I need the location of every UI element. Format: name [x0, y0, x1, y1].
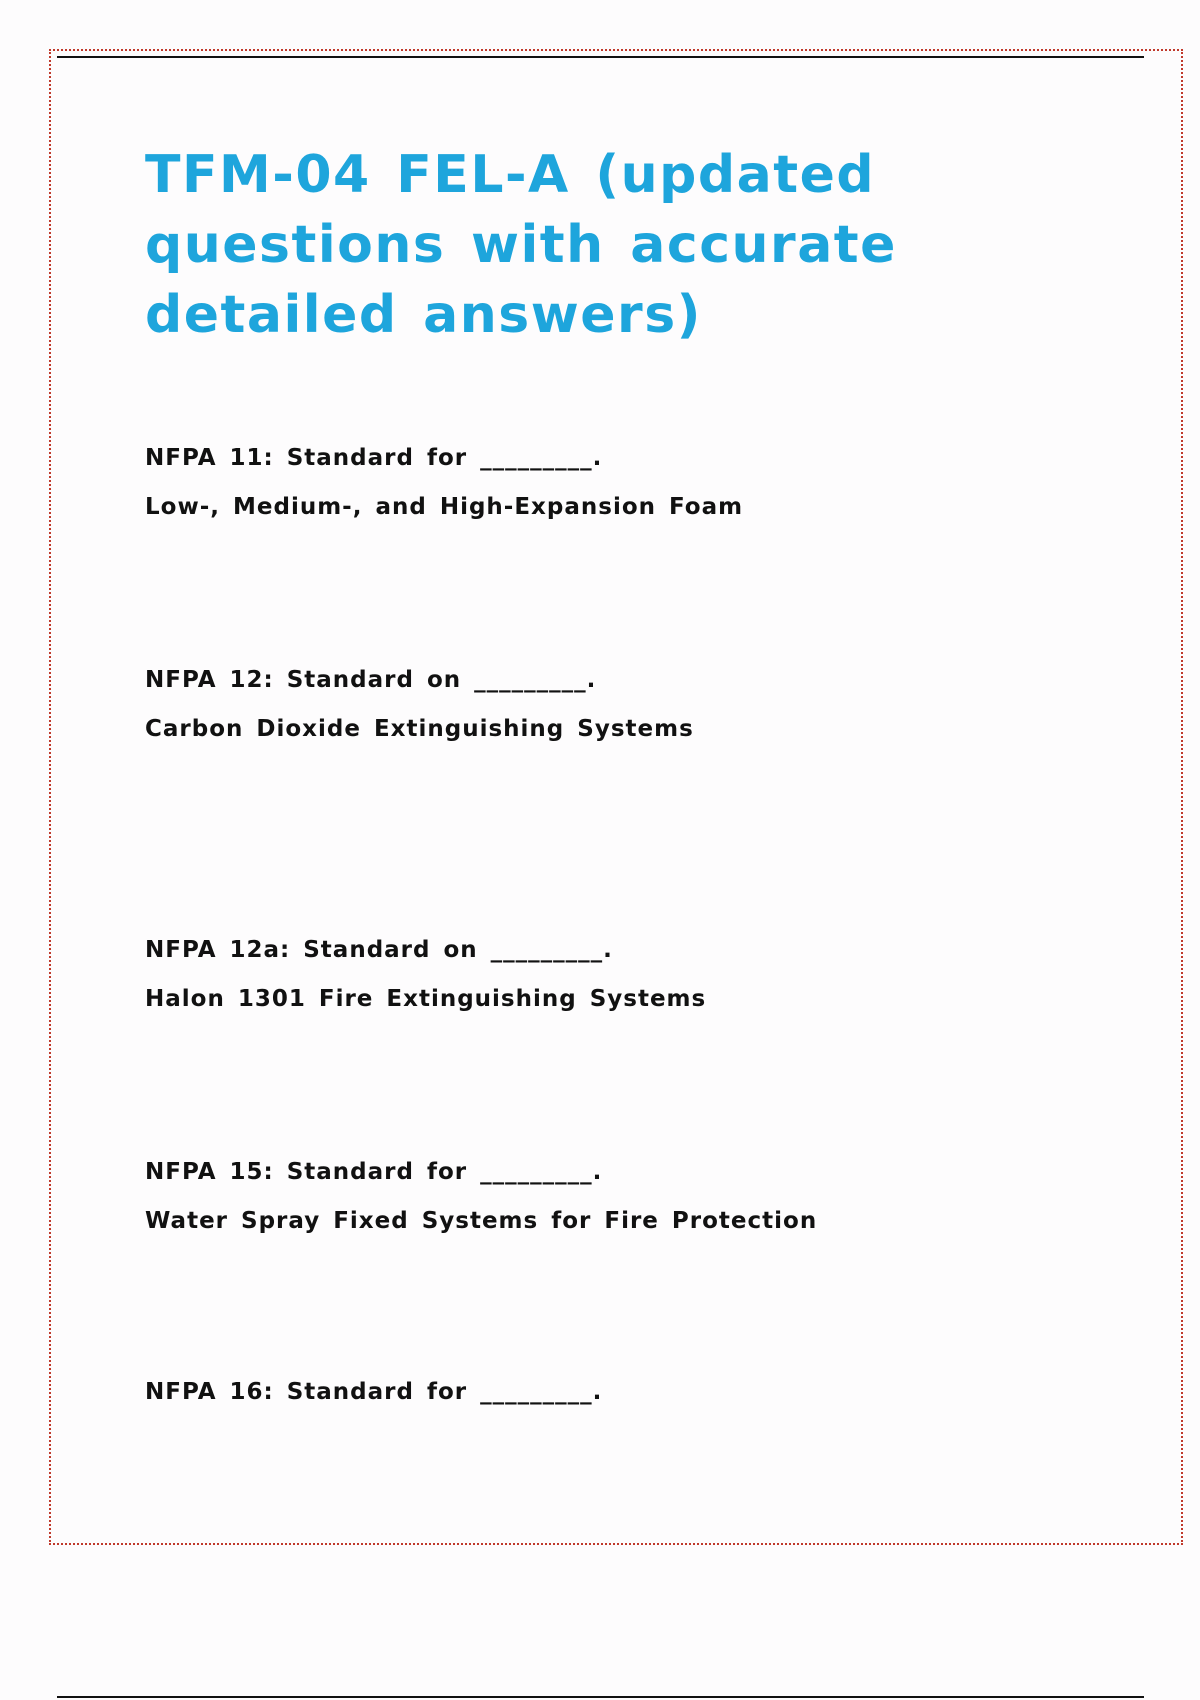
- answer-text: Carbon Dioxide Extinguishing Systems: [145, 716, 694, 742]
- qa-item: [145, 1148, 1145, 1246]
- question-text: NFPA 11: Standard for _________.: [145, 445, 603, 471]
- document-title: TFM-04 FEL-A (updated questions with accurate detailed answers): [145, 145, 897, 345]
- question-text: NFPA 12a: Standard on _________.: [145, 937, 613, 963]
- qa-item: [145, 656, 1145, 754]
- qa-item: [145, 926, 1145, 1024]
- question-text: NFPA 15: Standard for _________.: [145, 1159, 603, 1185]
- question-text: NFPA 16: Standard for _________.: [145, 1379, 603, 1405]
- answer-text: Water Spray Fixed Systems for Fire Protection: [145, 1208, 818, 1234]
- answer-text: Halon 1301 Fire Extinguishing Systems: [145, 986, 707, 1012]
- qa-item: [145, 1368, 1145, 1417]
- question-text: NFPA 12: Standard on _________.: [145, 667, 597, 693]
- header-rule: [57, 56, 1144, 58]
- answer-text: Low-, Medium-, and High-Expansion Foam: [145, 494, 744, 520]
- footer-rule: [57, 1696, 1144, 1698]
- qa-item: [145, 434, 1145, 532]
